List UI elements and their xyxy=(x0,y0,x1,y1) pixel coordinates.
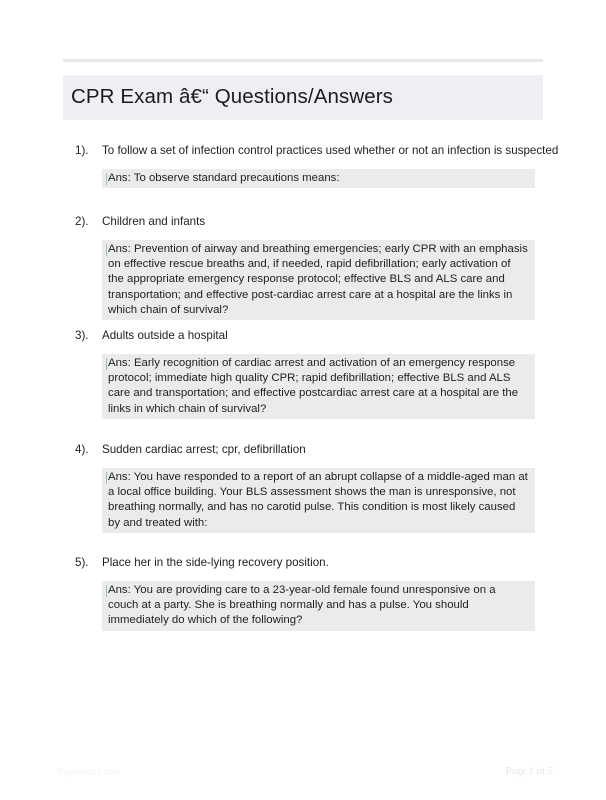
answer-box xyxy=(102,468,535,533)
answer-marker xyxy=(106,585,107,597)
qa-item-1 xyxy=(63,143,559,214)
question-text: Adults outside a hospital xyxy=(102,329,228,342)
question-number: 4). xyxy=(75,443,89,456)
question-number: 3). xyxy=(75,329,89,342)
question-number: 2). xyxy=(75,215,89,228)
question-text: To follow a set of infection control practices used whether or not an infection is suspected xyxy=(102,144,559,157)
answer-box xyxy=(102,354,535,419)
qa-item-5 xyxy=(63,555,543,631)
answer-text: Ans: To observe standard precautions means: xyxy=(108,172,340,184)
answer-marker xyxy=(106,173,107,185)
answer-text: Ans: You have responded to a report of an abrupt collapse of a middle-aged man at a local office building. Your BLS assessment shows the man is unresponsive, not breathing normally, and has no carotid pulse. This condition is most likely caused by and treated with: xyxy=(108,471,528,529)
qa-item-3 xyxy=(63,328,543,442)
qa-list xyxy=(63,143,559,631)
title-bar xyxy=(63,75,543,120)
question-number: 1). xyxy=(75,144,89,157)
question-number: 5). xyxy=(75,556,89,569)
footer-watermark: Paperbuzz.com xyxy=(58,767,121,777)
page-title: CPR Exam â€“ Questions/Answers xyxy=(71,85,394,108)
answer-text: Ans: Early recognition of cardiac arrest and activation of an emergency response protocol; immediate high quality CPR; rapid defibrillation; effective BLS and ALS care and transportation; and effective postcardiac arrest care at a hospital are the links in which chain of survival? xyxy=(108,357,519,415)
answer-box xyxy=(102,240,535,320)
top-divider xyxy=(63,59,543,62)
answer-text: Ans: You are providing care to a 23-year-old female found unresponsive on a couch at a party. She is breathing normally and has a pulse. You should immediately do which of the following? xyxy=(108,584,496,627)
answer-marker xyxy=(106,358,107,370)
qa-item-2 xyxy=(63,214,543,328)
qa-item-4 xyxy=(63,442,543,555)
answer-box xyxy=(102,169,535,188)
question-text: Children and infants xyxy=(102,215,206,228)
answer-box xyxy=(102,581,535,631)
question-text: Place her in the side-lying recovery position. xyxy=(102,556,329,569)
answer-text: Ans: Prevention of airway and breathing emergencies; early CPR with an emphasis on effective rescue breaths and, if needed, rapid defibrillation; early activation of the appropriate emergency response protocol; effective BLS and ALS care and transportation; and effective post-cardiac arrest care at a hospital are the links in which chain of survival? xyxy=(108,243,528,316)
page-number: Page 1 of 5 xyxy=(505,766,553,777)
answer-marker xyxy=(106,244,107,256)
question-text: Sudden cardiac arrest; cpr, defibrillation xyxy=(102,443,306,456)
answer-marker xyxy=(106,472,107,484)
